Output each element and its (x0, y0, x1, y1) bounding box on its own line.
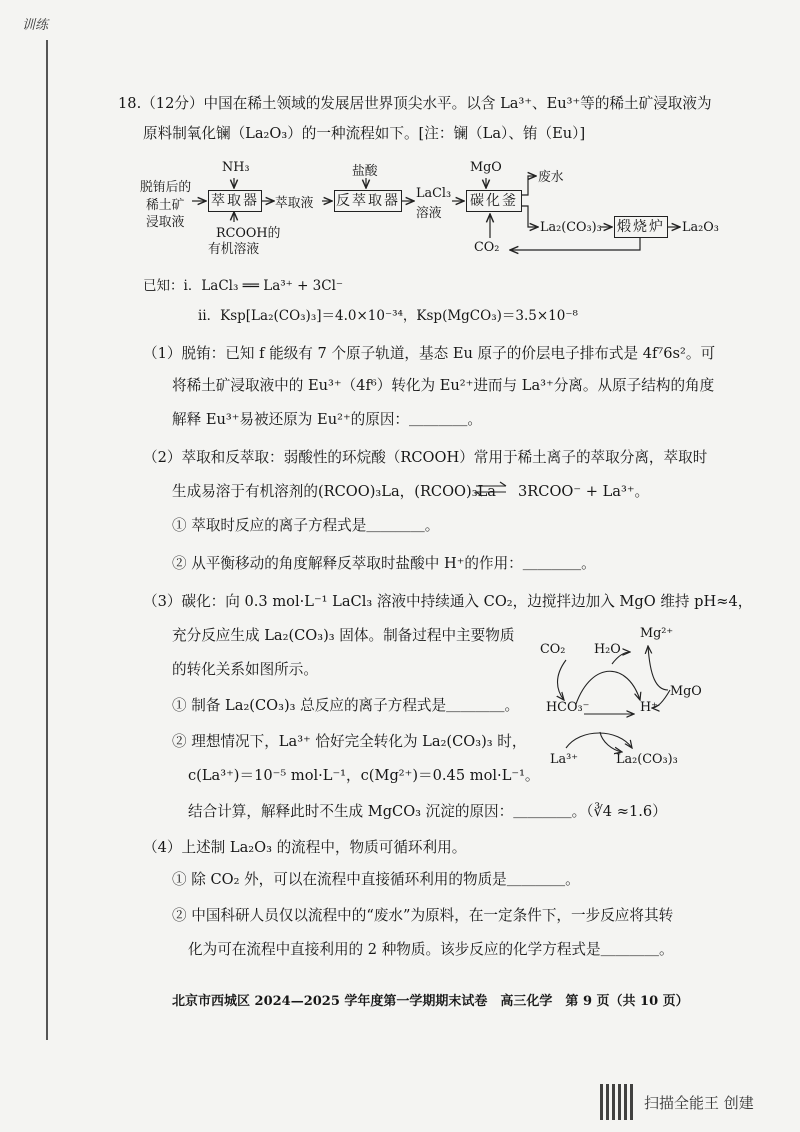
flow-nh3: NH₃ (222, 160, 250, 175)
cycle-h2o: H₂O (594, 642, 621, 657)
back-extractor-box: 反萃取器 (334, 190, 402, 212)
part4-q2a: ② 中国科研人员仅以流程中的“废水”为原料，在一定条件下，一步反应将其转 (172, 907, 674, 924)
part4-line-1: （4）上述制 La₂O₃ 的流程中，物质可循环利用。 (143, 839, 467, 856)
part2-q2: ② 从平衡移动的角度解释反萃取时盐酸中 H⁺的作用：＿＿＿＿。 (172, 555, 596, 572)
known-i: 已知：ⅰ．LaCl₃ ══ La³⁺ + 3Cl⁻ (143, 278, 344, 294)
part3-q1: ① 制备 La₂(CO₃)₃ 总反应的离子方程式是＿＿＿＿。 (172, 697, 520, 714)
extractor-box: 萃取器 (208, 190, 262, 212)
part3-q2b: c(La³⁺)＝10⁻⁵ mol·L⁻¹，c(Mg²⁺)＝0.45 mol·L⁻¹。 (188, 767, 540, 784)
cycle-mgo: MgO (670, 684, 702, 699)
flow-mgo: MgO (470, 160, 502, 175)
question-line-2: 原料制氧化镧（La₂O₃）的一种流程如下。[注：镧（La）、铕（Eu）] (143, 125, 586, 142)
handwritten-mark: 训练 (22, 18, 49, 33)
calciner-box: 煅烧炉 (614, 216, 668, 238)
part1-line-2: 将稀土矿浸取液中的 Eu³⁺（4f⁶）转化为 Eu²⁺进而与 La³⁺分离。从原子结构的角度 (172, 377, 715, 394)
question-line-1: 18.（12分）中国在稀土领域的发展居世界顶尖水平。以含 La³⁺、Eu³⁺等的稀土矿浸取液为 (118, 95, 712, 112)
flow-rcooh-2: 有机溶液 (208, 242, 260, 257)
qr-code-icon (600, 1084, 636, 1120)
cycle-la3: La³⁺ (550, 752, 579, 767)
part3-line-1: （3）碳化：向 0.3 mol·L⁻¹ LaCl₃ 溶液中持续通入 CO₂，边搅拌边加入 MgO 维持 pH≈4， (143, 593, 753, 610)
flow-solution: 溶液 (416, 206, 442, 221)
known-ii: ⅱ．Ksp[La₂(CO₃)₃]＝4.0×10⁻³⁴，Ksp(MgCO₃)＝3.5×10⁻⁸ (198, 308, 578, 324)
part2-line-2a: 生成易溶于有机溶剂的(RCOO)₃La，(RCOO)₃La (172, 483, 496, 500)
flow-co2: CO₂ (474, 240, 500, 255)
flow-waste: 废水 (538, 170, 564, 185)
flow-product: La₂O₃ (682, 220, 719, 235)
part4-q1: ① 除 CO₂ 外，可以在流程中直接循环利用的物质是＿＿＿＿。 (172, 871, 580, 888)
flow-hcl: 盐酸 (352, 164, 378, 179)
flow-extract-liquid: 萃取液 (275, 196, 314, 211)
cycle-mg2: Mg²⁺ (640, 626, 674, 641)
flow-start-3: 浸取液 (146, 215, 185, 230)
flow-la2co3: La₂(CO₃)₃ (540, 220, 602, 235)
scanner-watermark: 扫描全能王 创建 (644, 1094, 754, 1112)
part2-line-2b: 3RCOO⁻ + La³⁺。 (518, 483, 650, 500)
cycle-hco3: HCO₃⁻ (546, 700, 590, 715)
cycle-co2: CO₂ (540, 642, 566, 657)
cycle-hplus: H⁺ (640, 700, 658, 715)
part2-q1: ① 萃取时反应的离子方程式是＿＿＿＿。 (172, 517, 440, 534)
part1-line-3: 解释 Eu³⁺易被还原为 Eu²⁺的原因：＿＿＿＿。 (172, 411, 482, 428)
page-footer: 北京市西城区 2024—2025 学年度第一学期期末试卷 高三化学 第 9 页（共 10 页） (172, 994, 689, 1009)
cycle-la2co3: La₂(CO₃)₃ (616, 752, 678, 767)
part3-q2a: ② 理想情况下，La³⁺ 恰好完全转化为 La₂(CO₃)₃ 时， (172, 733, 527, 750)
flow-rcooh-1: RCOOH的 (216, 226, 281, 241)
flow-start-2: 稀土矿 (146, 198, 185, 213)
part4-q2b: 化为可在流程中直接利用的 2 种物质。该步反应的化学方程式是＿＿＿＿。 (188, 941, 674, 958)
part3-line-3: 的转化关系如图所示。 (172, 661, 318, 678)
flow-start-1: 脱铕后的 (140, 180, 192, 195)
carbonation-box: 碳化釜 (466, 190, 522, 212)
part3-q2c: 结合计算，解释此时不生成 MgCO₃ 沉淀的原因：＿＿＿＿。（∛4 ≈1.6） (188, 803, 667, 820)
flow-lacl3: LaCl₃ (416, 186, 452, 201)
part3-line-2: 充分反应生成 La₂(CO₃)₃ 固体。制备过程中主要物质 (172, 627, 515, 644)
part2-line-1: （2）萃取和反萃取：弱酸性的环烷酸（RCOOH）常用于稀土离子的萃取分离，萃取时 (143, 449, 708, 466)
part1-line-1: （1）脱铕：已知 f 能级有 7 个原子轨道，基态 Eu 原子的价层电子排布式是 4f⁷6s²。可 (143, 345, 716, 362)
